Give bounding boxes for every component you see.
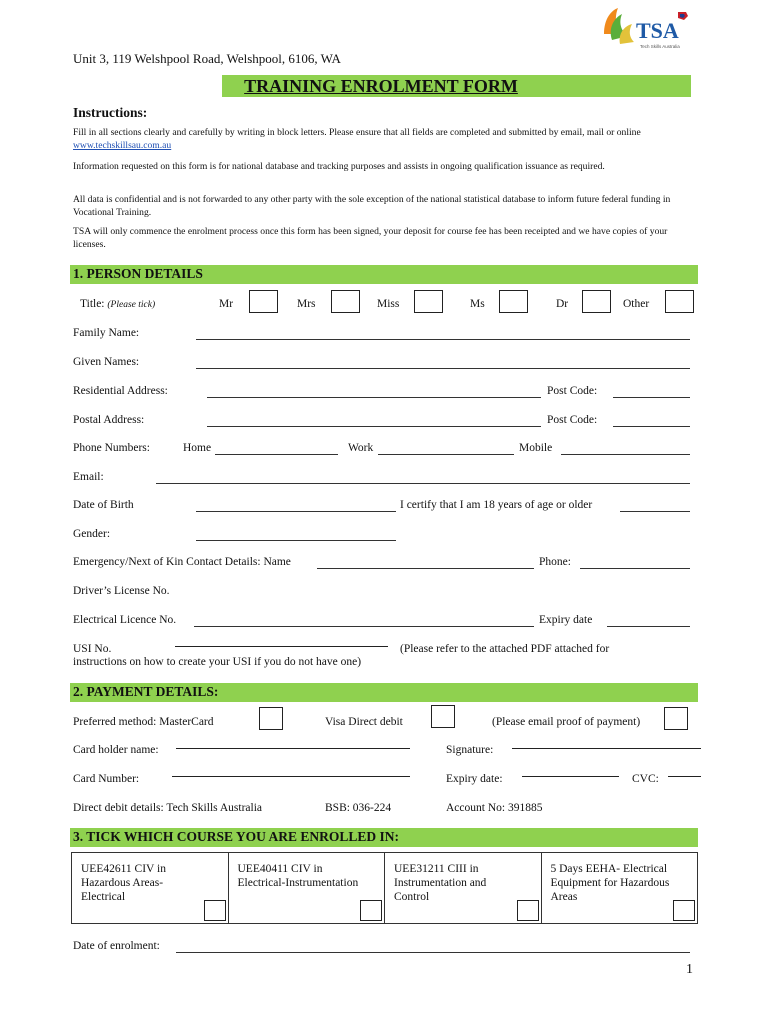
phone-numbers-label: Phone Numbers: (73, 442, 150, 454)
form-title: TRAINING ENROLMENT FORM (244, 76, 518, 96)
instruction-4: TSA will only commence the enrolment process once this form has been signed, your deposit for course fee has been receipted and we have copies of your licenses. (73, 226, 668, 250)
tsa-logo (598, 4, 698, 50)
title-dr-checkbox[interactable] (582, 290, 611, 313)
card-holder-field[interactable] (176, 748, 410, 749)
dob-field[interactable] (196, 511, 396, 512)
residential-postcode-field[interactable] (613, 397, 690, 398)
card-expiry-label: Expiry date: (446, 773, 503, 785)
title-other: Other (623, 298, 650, 310)
given-names-field[interactable] (196, 368, 690, 369)
course-option-1-text: UEE42611 CIV in Hazardous Areas- Electrical (81, 863, 166, 903)
electrical-licence-field[interactable] (194, 626, 534, 627)
licence-expiry-label: Expiry date (539, 614, 593, 626)
work-phone-field[interactable] (378, 454, 514, 455)
age-certify-label: I certify that I am 18 years of age or older (400, 499, 593, 511)
instruction-2: Information requested on this form is for national database and tracking purposes and assists in ongoing qualification issuance as required. (73, 161, 605, 172)
course-table (71, 852, 698, 924)
title-mrs-checkbox[interactable] (331, 290, 360, 313)
visa-direct-debit-label: Visa Direct debit (325, 716, 403, 728)
instruction-1: Fill in all sections clearly and carefully by writing in block letters. Please ensure that all fields are completed and submitted by email, mail or online www.techskillsau.com.au (73, 127, 641, 151)
usi-note-line1: (Please refer to the attached PDF attached for (400, 643, 610, 655)
usi-note-line2: instructions on how to create your USI if you do not have one) (73, 656, 362, 668)
bsb-value: BSB: 036-224 (325, 802, 392, 814)
emergency-phone-label: Phone: (539, 556, 571, 568)
course-option-4 (542, 853, 698, 923)
drivers-license-label: Driver’s License No. (73, 585, 170, 597)
home-phone-label: Home (183, 442, 212, 454)
emergency-phone-field[interactable] (580, 568, 690, 569)
given-names-label: Given Names: (73, 356, 140, 368)
title-other-checkbox[interactable] (665, 290, 694, 313)
visa-direct-debit-checkbox[interactable] (431, 705, 455, 728)
signature-field[interactable] (512, 748, 701, 749)
postal-postcode-field[interactable] (613, 426, 690, 427)
work-phone-label: Work (348, 442, 374, 454)
title-mr: Mr (219, 298, 234, 310)
family-name-label: Family Name: (73, 327, 140, 339)
title-ms: Ms (470, 298, 485, 310)
title-ms-checkbox[interactable] (499, 290, 528, 313)
usi-label: USI No. (73, 643, 112, 655)
proof-of-payment-checkbox[interactable] (664, 707, 688, 730)
card-holder-label: Card holder name: (73, 744, 159, 756)
residential-address-label: Residential Address: (73, 385, 168, 397)
course-option-1 (72, 853, 229, 923)
usi-field[interactable] (175, 646, 388, 647)
signature-label: Signature: (446, 744, 494, 756)
course-option-2 (229, 853, 386, 923)
enrolment-date-label: Date of enrolment: (73, 940, 160, 952)
proof-of-payment-label: (Please email proof of payment) (492, 716, 641, 728)
person-details-band (70, 265, 698, 284)
title-miss: Miss (377, 298, 400, 310)
logo-text: TSA (636, 18, 679, 43)
card-expiry-field[interactable] (522, 776, 619, 777)
postal-address-field[interactable] (207, 426, 541, 427)
cvc-field[interactable] (668, 776, 701, 777)
course-option-4-checkbox[interactable] (673, 900, 695, 921)
residential-postcode-label: Post Code: (547, 385, 598, 397)
card-number-field[interactable] (172, 776, 410, 777)
page-number: 1 (686, 962, 693, 977)
payment-details-heading: 2. PAYMENT DETAILS: (73, 684, 219, 699)
payment-details-band (70, 683, 698, 702)
course-option-2-text: UEE40411 CIV in Electrical-Instrumentation (237, 863, 359, 889)
emergency-contact-label: Emergency/Next of Kin Contact Details: Name (73, 556, 291, 568)
course-band (70, 828, 698, 847)
course-option-3-checkbox[interactable] (517, 900, 539, 921)
enrolment-date-field[interactable] (176, 952, 690, 953)
postal-address-label: Postal Address: (73, 414, 145, 426)
course-option-3-text: UEE31211 CIII in Instrumentation and Control (394, 863, 487, 903)
title-mr-checkbox[interactable] (249, 290, 278, 313)
electrical-licence-label: Electrical Licence No. (73, 614, 177, 626)
licence-expiry-field[interactable] (607, 626, 690, 627)
cvc-label: CVC: (632, 773, 659, 785)
account-number-value: Account No: 391885 (446, 802, 543, 814)
preferred-method-label: Preferred method: MasterCard (73, 716, 214, 728)
email-field[interactable] (156, 483, 690, 484)
title-mrs: Mrs (297, 298, 316, 310)
email-label: Email: (73, 471, 104, 483)
course-option-2-checkbox[interactable] (360, 900, 382, 921)
mastercard-checkbox[interactable] (259, 707, 283, 730)
age-certify-field[interactable] (620, 511, 690, 512)
emergency-contact-field[interactable] (317, 568, 534, 569)
residential-address-field[interactable] (207, 397, 541, 398)
postal-postcode-label: Post Code: (547, 414, 598, 426)
mobile-phone-label: Mobile (519, 442, 553, 454)
title-label: Title: (Please tick) (80, 298, 156, 310)
logo-tagline: Tech Skills Australia (640, 44, 680, 49)
card-number-label: Card Number: (73, 773, 140, 785)
course-option-4-text: 5 Days EEHA- Electrical Equipment for Hazardous Areas (550, 863, 670, 903)
website-link[interactable]: www.techskillsau.com.au (73, 139, 172, 151)
course-option-1-checkbox[interactable] (204, 900, 226, 921)
course-option-3 (385, 853, 542, 923)
title-dr: Dr (556, 298, 569, 310)
gender-field[interactable] (196, 540, 396, 541)
course-heading: 3. TICK WHICH COURSE YOU ARE ENROLLED IN: (73, 829, 400, 844)
direct-debit-label: Direct debit details: Tech Skills Australia (73, 802, 263, 814)
instruction-3: All data is confidential and is not forwarded to any other party with the sole exception of the national statistical database to inform future federal funding in Vocational Training. (73, 194, 671, 218)
family-name-field[interactable] (196, 339, 690, 340)
gender-label: Gender: (73, 528, 111, 540)
home-phone-field[interactable] (215, 454, 338, 455)
person-details-heading: 1. PERSON DETAILS (73, 266, 203, 281)
header-address: Unit 3, 119 Welshpool Road, Welshpool, 6106, WA (73, 51, 341, 66)
instructions-heading: Instructions: (73, 105, 148, 120)
title-miss-checkbox[interactable] (414, 290, 443, 313)
mobile-phone-field[interactable] (561, 454, 690, 455)
dob-label: Date of Birth (73, 499, 134, 511)
